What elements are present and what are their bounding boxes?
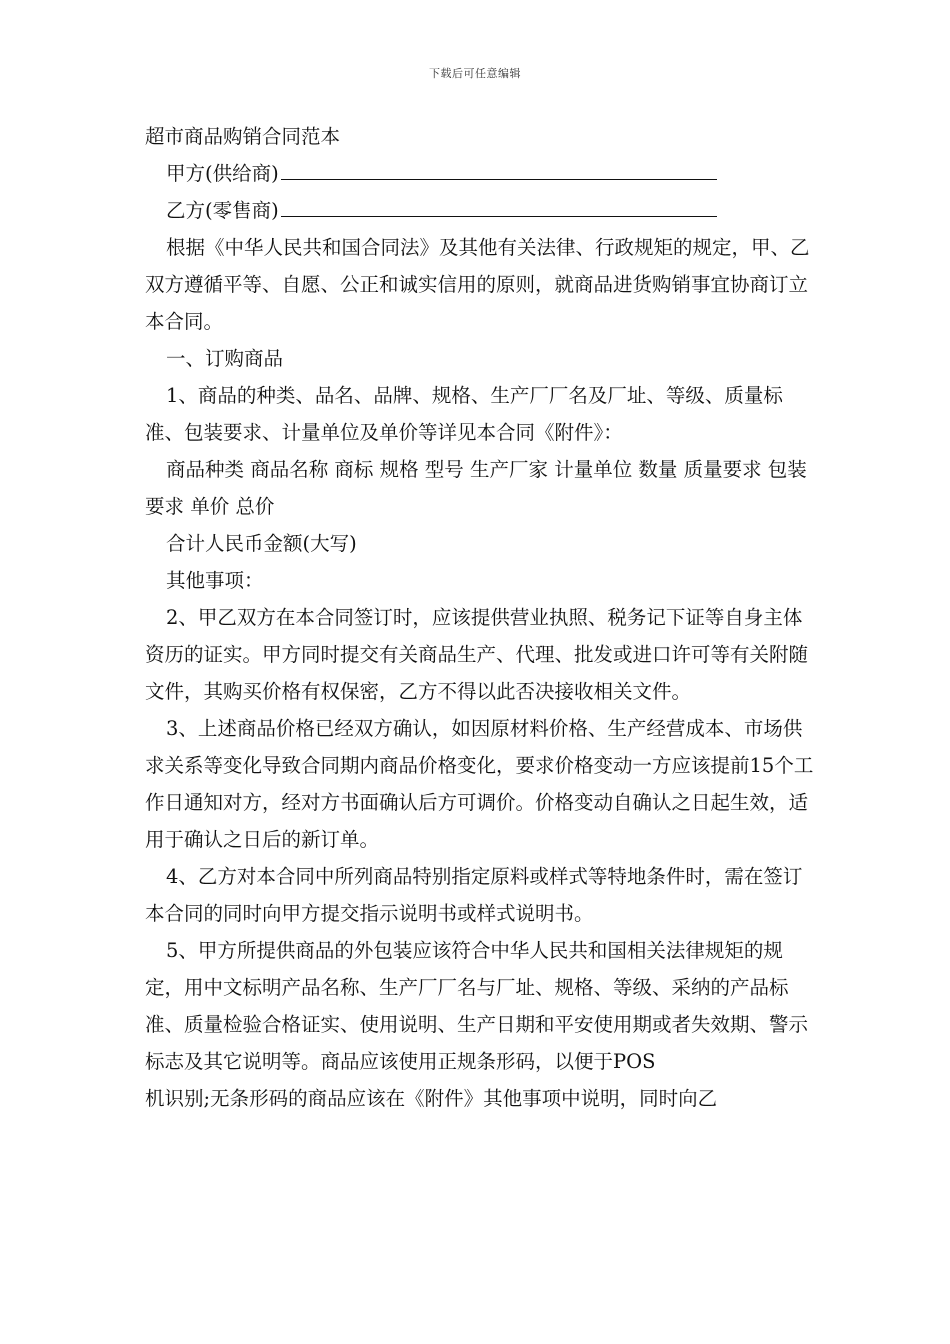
document-body (145, 118, 815, 1117)
party-b-line (145, 192, 815, 229)
total-amount-line: 合计人民币金额(大写) (166, 532, 357, 555)
party-b-label: 乙方(零售商) (166, 199, 279, 222)
party-a-line (145, 155, 815, 192)
party-a-blank (281, 157, 717, 180)
party-a-label: 甲方(供给商) (166, 162, 279, 185)
paragraph-preamble: 根据《中华人民共和国合同法》及其他有关法律、行政规矩的规定，甲、乙双方遵循平等、自愿、公正和诚实信用的原则，就商品进货购销事宜协商订立本合同。 (145, 236, 810, 333)
goods-table-columns: 商品种类 商品名称 商标 规格 型号 生产厂家 计量单位 数量 质量要求 包装要求 单价 总价 (145, 458, 807, 518)
document-title: 超市商品购销合同范本 (145, 125, 341, 148)
party-b-blank (281, 194, 717, 217)
clause-5: 5、甲方所提供商品的外包装应该符合中华人民共和国相关法律规矩的规定，用中文标明产品名称、生产厂厂名与厂址、规格、等级、采纳的产品标准、质量检验合格证实、使用说明、生产日期和平安使用期或者失效期、警示标志及其它说明等。商品应该使用正规条形码，以便于POS (145, 939, 809, 1073)
page-header: 下载后可任意编辑 (429, 67, 521, 80)
clause-3: 3、上述商品价格已经双方确认，如因原材料价格、生产经营成本、市场供求关系等变化导致合同期内商品价格变化，要求价格变动一方应该提前15个工作日通知对方，经对方书面确认后方可调价。价格变动自确认之日起生效，适用于确认之日后的新订单。 (145, 717, 814, 851)
clause-5-continued: 机识别;无条形码的商品应该在《附件》其他事项中说明，同时向乙 (145, 1087, 718, 1110)
clause-4: 4、乙方对本合同中所列商品特别指定原料或样式等特地条件时，需在签订本合同的同时向甲方提交指示说明书或样式说明书。 (145, 865, 803, 925)
other-matters-line: 其他事项： (166, 569, 264, 592)
section-heading-1: 一、订购商品 (166, 347, 284, 370)
clause-1: 1、商品的种类、品名、品牌、规格、生产厂厂名及厂址、等级、质量标准、包装要求、计量单位及单价等详见本合同《附件》： (145, 384, 783, 444)
clause-2: 2、甲乙双方在本合同签订时，应该提供营业执照、税务记下证等自身主体资历的证实。甲方同时提交有关商品生产、代理、批发或进口许可等有关附随文件，其购买价格有权保密，乙方不得以此否决接收相关文件。 (145, 606, 809, 703)
